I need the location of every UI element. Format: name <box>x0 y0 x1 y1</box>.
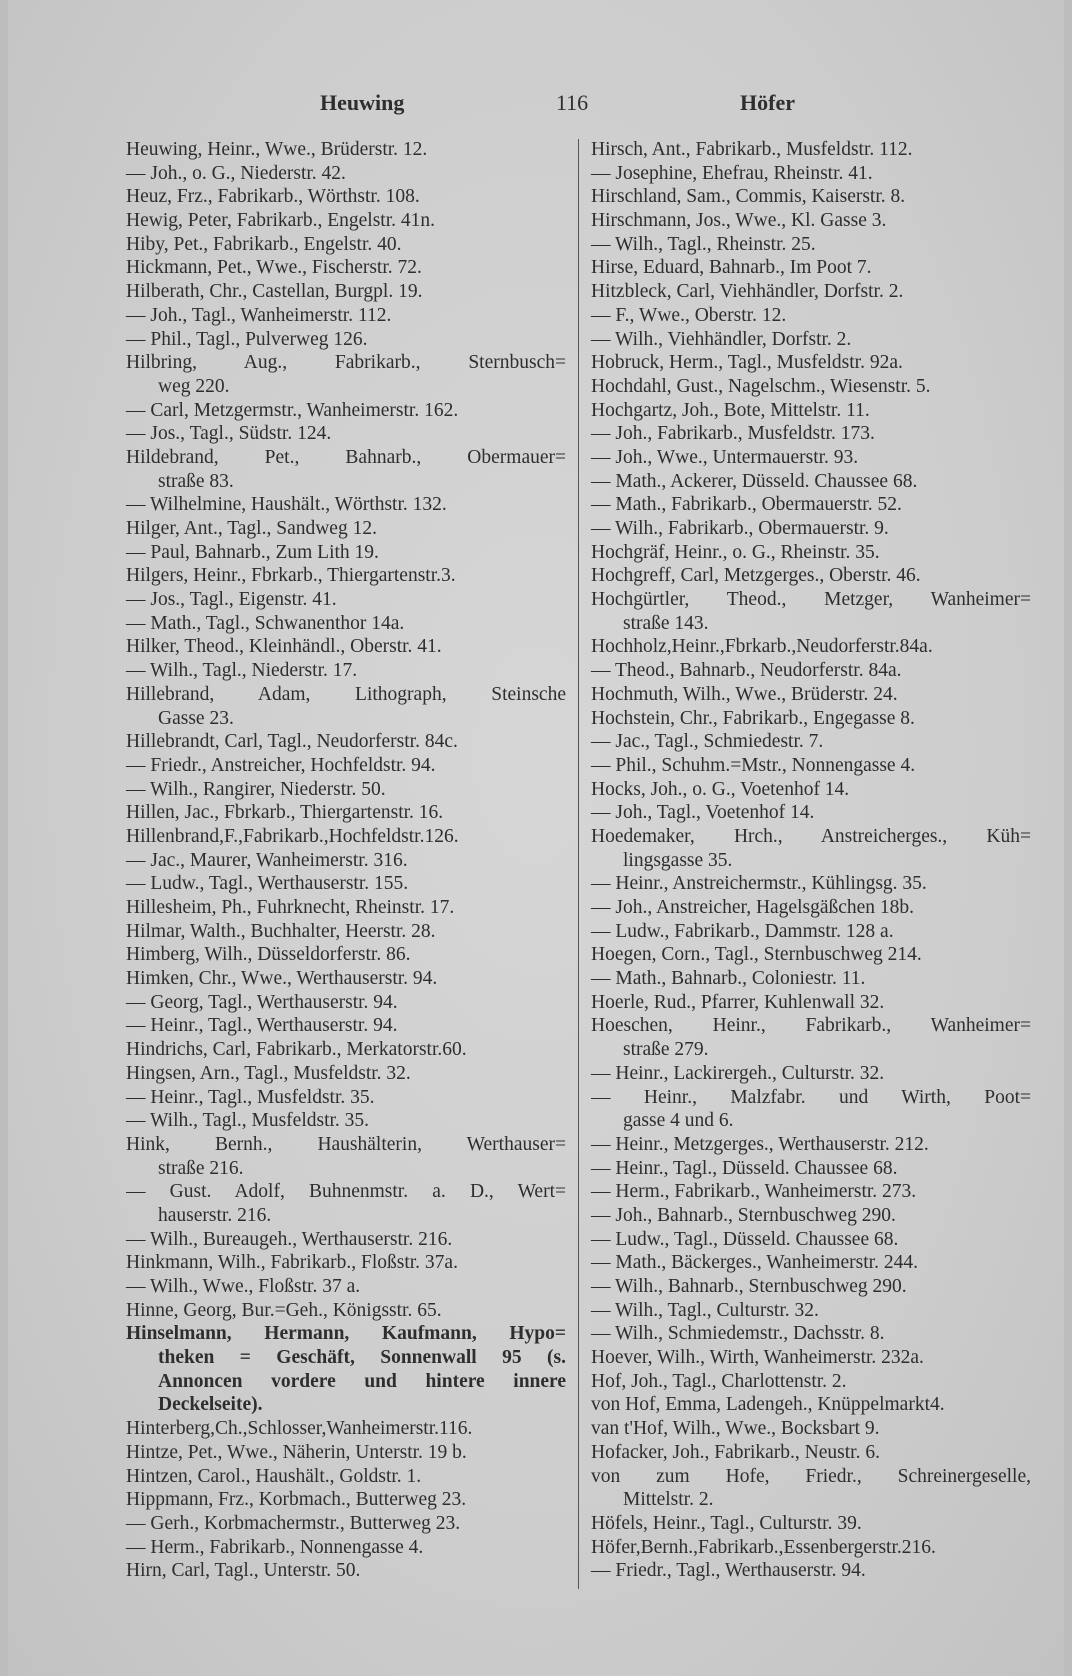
directory-entry <box>591 470 1031 494</box>
directory-entry <box>591 1299 1031 1323</box>
entry-line: — Wilh., Tagl., Musfeldstr. 35. <box>126 1110 370 1132</box>
page-number: 116 <box>556 90 589 115</box>
entry-line: — Joh., Bahnarb., Sternbuschweg 290. <box>591 1204 896 1226</box>
entry-line: — Herm., Fabrikarb., Wanheimerstr. 273. <box>591 1181 917 1203</box>
entry-line: Hochgreff, Carl, Metzgerges., Oberstr. 46. <box>591 565 921 587</box>
directory-entry <box>126 896 566 920</box>
entry-line: Heuz, Frz., Fabrikarb., Wörthstr. 108. <box>126 186 420 208</box>
entry-line: — Ludw., Tagl., Werthauserstr. 155. <box>126 873 409 895</box>
entry-line: Himberg, Wilh., Düsseldorferstr. 86. <box>126 944 411 966</box>
directory-entry <box>126 517 566 541</box>
entry-line: Hilger, Ant., Tagl., Sandweg 12. <box>126 518 377 539</box>
directory-entry <box>591 920 1031 944</box>
entry-continuation-line: hauserstr. 216. <box>158 1204 272 1226</box>
directory-entry <box>591 730 1031 754</box>
entry-continuation-line: Deckelseite). <box>158 1394 263 1416</box>
directory-entry <box>591 446 1031 470</box>
entry-line: — Joh., Tagl., Voetenhof 14. <box>591 802 815 824</box>
entry-line: — Wilh., Rangirer, Niederstr. 50. <box>126 778 386 800</box>
directory-entry <box>126 635 566 659</box>
entry-line: Hilbring, Aug., Fabrikarb., Sternbusch= <box>126 352 566 374</box>
entry-line: — Math., Bahnarb., Coloniestr. 11. <box>591 968 866 990</box>
entry-line: — F., Wwe., Oberstr. 12. <box>591 304 787 326</box>
entry-line: Hofacker, Joh., Fabrikarb., Neustr. 6. <box>591 1441 880 1463</box>
entry-line: Hocks, Joh., o. G., Voetenhof 14. <box>591 778 850 800</box>
directory-entry <box>591 896 1031 920</box>
directory-entry <box>126 256 566 280</box>
entry-line: — Heinr., Malzfabr. und Wirth, Poot= <box>591 1086 1031 1108</box>
entry-line: — Jac., Maurer, Wanheimerstr. 316. <box>126 849 408 871</box>
directory-entry <box>591 872 1031 896</box>
directory-entry <box>591 399 1031 423</box>
directory-entry <box>126 1536 566 1560</box>
directory-entry <box>591 1086 1031 1133</box>
directory-entry <box>126 1014 566 1038</box>
entry-line: — Josephine, Ehefrau, Rheinstr. 41. <box>591 162 873 184</box>
entry-line: Hickmann, Pet., Wwe., Fischerstr. 72. <box>126 257 422 279</box>
directory-entry <box>591 185 1031 209</box>
directory-entry <box>126 446 566 493</box>
column-divider <box>578 139 579 1589</box>
directory-entry <box>591 541 1031 565</box>
entry-line: — Georg, Tagl., Werthauserstr. 94. <box>126 991 398 1013</box>
entry-line: Hingsen, Arn., Tagl., Musfeldstr. 32. <box>126 1062 411 1084</box>
entry-line: Hoeschen, Heinr., Fabrikarb., Wanheimer= <box>591 1015 1031 1037</box>
entry-line: — Wilh., Schmiedemstr., Dachsstr. 8. <box>591 1323 885 1345</box>
entry-continuation-line: straße 216. <box>158 1157 244 1179</box>
entry-line: Hirn, Carl, Tagl., Unterstr. 50. <box>126 1560 361 1582</box>
directory-entry <box>591 1133 1031 1157</box>
directory-entry <box>591 707 1031 731</box>
directory-entry <box>591 1062 1031 1086</box>
directory-entry <box>126 422 566 446</box>
directory-entry <box>591 754 1031 778</box>
directory-entry <box>126 683 566 730</box>
directory-entry <box>591 1228 1031 1252</box>
entry-continuation-line: Annoncen vordere und hintere innere <box>158 1370 566 1392</box>
entry-line: — Wilh., Tagl., Niederstr. 17. <box>126 660 358 682</box>
directory-entry <box>591 1417 1031 1441</box>
running-head-last-entry: Höfer <box>740 90 795 115</box>
directory-entry <box>126 185 566 209</box>
directory-entry <box>126 612 566 636</box>
entry-continuation-line: straße 143. <box>623 612 709 634</box>
entry-line: — Heinr., Anstreichermstr., Kühlingsg. 35. <box>591 873 927 895</box>
entry-line: — Heinr., Tagl., Düsseld. Chaussee 68. <box>591 1157 898 1179</box>
directory-entry <box>591 209 1031 233</box>
entry-line: Hildebrand, Pet., Bahnarb., Obermauer= <box>126 446 566 468</box>
directory-entry <box>126 1441 566 1465</box>
directory-entry <box>591 1180 1031 1204</box>
directory-entry <box>126 280 566 304</box>
entry-line: Hoever, Wilh., Wirth, Wanheimerstr. 232a. <box>591 1347 924 1369</box>
directory-entry <box>591 1251 1031 1275</box>
directory-entry <box>126 1512 566 1536</box>
entry-line: Hiby, Pet., Fabrikarb., Engelstr. 40. <box>126 233 402 255</box>
entry-line: Hochgräf, Heinr., o. G., Rheinstr. 35. <box>591 541 880 563</box>
entry-line: Hillesheim, Ph., Fuhrknecht, Rheinstr. 17. <box>126 897 455 918</box>
entry-continuation-line: Gasse 23. <box>158 707 234 729</box>
directory-entry <box>591 1346 1031 1370</box>
entry-line: Hochgürtler, Theod., Metzger, Wanheimer= <box>591 589 1031 611</box>
directory-entry <box>126 849 566 873</box>
entry-line: — Wilh., Tagl., Culturstr. 32. <box>591 1299 819 1321</box>
entry-line: Hirse, Eduard, Bahnarb., Im Poot 7. <box>591 257 872 279</box>
entry-line: — Math., Tagl., Schwanenthor 14a. <box>126 612 405 634</box>
entry-line: Hewig, Peter, Fabrikarb., Engelstr. 41n. <box>126 210 435 232</box>
directory-entry <box>591 801 1031 825</box>
entry-line: — Paul, Bahnarb., Zum Lith 19. <box>126 541 379 563</box>
entry-line: — Wilh., Bahnarb., Sternbuschweg 290. <box>591 1276 907 1297</box>
directory-entry <box>126 233 566 257</box>
entry-line: — Heinr., Metzgerges., Werthauserstr. 212. <box>591 1133 929 1155</box>
entry-line: Hochdahl, Gust., Nagelschm., Wiesenstr. 5. <box>591 375 931 397</box>
entry-line: Hoedemaker, Hrch., Anstreicherges., Küh= <box>591 825 1031 847</box>
directory-entry <box>591 1393 1031 1417</box>
entry-line: — Gerh., Korbmachermstr., Butterweg 23. <box>126 1512 461 1534</box>
entry-line: von Hof, Emma, Ladengeh., Knüppelmarkt4. <box>591 1394 945 1416</box>
entry-line: — Wilhelmine, Haushält., Wörthstr. 132. <box>126 494 447 516</box>
directory-entry <box>126 730 566 754</box>
directory-entry <box>591 304 1031 328</box>
directory-entry <box>126 1465 566 1489</box>
entry-line: — Herm., Fabrikarb., Nonnengasse 4. <box>126 1536 424 1558</box>
entry-line: — Wilh., Tagl., Rheinstr. 25. <box>591 233 816 255</box>
entry-line: — Wilh., Bureaugeh., Werthauserstr. 216. <box>126 1228 453 1250</box>
directory-entry <box>591 256 1031 280</box>
entry-line: Hirsch, Ant., Fabrikarb., Musfeldstr. 112. <box>591 139 913 160</box>
entry-line: — Joh., Fabrikarb., Musfeldstr. 173. <box>591 423 875 445</box>
directory-entry <box>591 1204 1031 1228</box>
entry-line: — Joh., o. G., Niederstr. 42. <box>126 162 346 184</box>
directory-entry <box>591 162 1031 186</box>
entry-line: Himken, Chr., Wwe., Werthauserstr. 94. <box>126 968 438 990</box>
entry-line: — Joh., Tagl., Wanheimerstr. 112. <box>126 304 392 326</box>
directory-entry <box>591 1441 1031 1465</box>
entry-line: Hinne, Georg, Bur.=Geh., Königsstr. 65. <box>126 1299 442 1321</box>
entry-line: van t'Hof, Wilh., Wwe., Bocksbart 9. <box>591 1418 880 1440</box>
directory-entry <box>126 588 566 612</box>
entry-line: — Heinr., Tagl., Musfeldstr. 35. <box>126 1086 375 1108</box>
entry-line: — Friedr., Tagl., Werthauserstr. 94. <box>591 1560 866 1582</box>
entry-line: Hinterberg,Ch.,Schlosser,Wanheimerstr.116. <box>126 1418 473 1440</box>
directory-entry <box>126 1180 566 1227</box>
entry-line: Hilmar, Walth., Buchhalter, Heerstr. 28. <box>126 920 436 942</box>
entry-line: Höfer,Bernh.,Fabrikarb.,Essenbergerstr.216. <box>591 1536 936 1558</box>
entry-line: Hoegen, Corn., Tagl., Sternbuschweg 214. <box>591 944 922 966</box>
directory-entry <box>591 588 1031 635</box>
entry-line: — Joh., Wwe., Untermauerstr. 93. <box>591 446 859 468</box>
entry-line: — Gust. Adolf, Buhnenmstr. a. D., Wert= <box>126 1181 566 1203</box>
entry-line: — Carl, Metzgermstr., Wanheimerstr. 162. <box>126 399 459 421</box>
entry-line: — Wilh., Viehhändler, Dorfstr. 2. <box>591 328 852 350</box>
directory-entry <box>126 754 566 778</box>
directory-entry <box>126 1133 566 1180</box>
entry-line: Hinkmann, Wilh., Fabrikarb., Floßstr. 37a. <box>126 1252 458 1274</box>
entry-line: von zum Hofe, Friedr., Schreinergeselle, <box>591 1465 1031 1487</box>
directory-entry <box>591 1512 1031 1536</box>
directory-entry <box>126 351 566 398</box>
directory-entry <box>126 564 566 588</box>
entry-line: Hochholz,Heinr.,Fbrkarb.,Neudorferstr.84a. <box>591 636 933 658</box>
directory-entry <box>126 304 566 328</box>
entry-line: — Heinr., Lackirergeh., Culturstr. 32. <box>591 1062 885 1084</box>
entry-line: Hillen, Jac., Fbrkarb., Thiergartenstr. 16. <box>126 802 444 824</box>
entry-line: Hindrichs, Carl, Fabrikarb., Merkatorstr.60. <box>126 1039 467 1061</box>
directory-entry <box>591 967 1031 991</box>
entry-line: Hochstein, Chr., Fabrikarb., Engegasse 8. <box>591 707 915 729</box>
directory-entry <box>126 1062 566 1086</box>
entry-continuation-line: gasse 4 und 6. <box>623 1110 734 1132</box>
directory-entry <box>126 328 566 352</box>
directory-entry <box>591 233 1031 257</box>
directory-entry <box>126 1299 566 1323</box>
entry-line: Hintze, Pet., Wwe., Näherin, Unterstr. 19 b. <box>126 1441 467 1463</box>
entry-line: — Phil., Schuhm.=Mstr., Nonnengasse 4. <box>591 754 916 776</box>
entry-line: — Ludw., Fabrikarb., Dammstr. 128 a. <box>591 920 894 942</box>
entry-continuation-line: Mittelstr. 2. <box>623 1489 714 1511</box>
directory-entry <box>591 493 1031 517</box>
entry-line: Hinselmann, Hermann, Kaufmann, Hypo= <box>126 1323 566 1345</box>
entry-line: — Jos., Tagl., Südstr. 124. <box>126 423 332 445</box>
entry-line: — Wilh., Wwe., Floßstr. 37 a. <box>126 1276 361 1297</box>
directory-entry <box>126 967 566 991</box>
directory-entry <box>126 872 566 896</box>
entry-line: Hirschmann, Jos., Wwe., Kl. Gasse 3. <box>591 210 887 232</box>
entry-line: — Friedr., Anstreicher, Hochfeldstr. 94. <box>126 754 436 776</box>
directory-entry <box>591 517 1031 541</box>
running-head-first-entry: Heuwing <box>320 90 405 115</box>
directory-entry <box>126 541 566 565</box>
entry-line: Hochgartz, Joh., Bote, Mittelstr. 11. <box>591 399 870 421</box>
directory-entry <box>591 683 1031 707</box>
directory-entry <box>126 1086 566 1110</box>
entry-continuation-line: straße 83. <box>158 470 234 492</box>
directory-entry <box>591 825 1031 872</box>
entry-continuation-line: lingsgasse 35. <box>623 849 733 871</box>
entry-line: Hink, Bernh., Haushälterin, Werthauser= <box>126 1133 566 1155</box>
entry-line: Heuwing, Heinr., Wwe., Brüderstr. 12. <box>126 139 428 160</box>
entry-continuation-line: weg 220. <box>158 375 230 397</box>
directory-entry <box>126 943 566 967</box>
directory-entry <box>126 493 566 517</box>
directory-entry <box>591 943 1031 967</box>
directory-entry <box>591 1536 1031 1560</box>
directory-entry <box>591 1014 1031 1061</box>
entry-line: Hilker, Theod., Kleinhändl., Oberstr. 41. <box>126 636 442 658</box>
directory-entry <box>591 635 1031 659</box>
directory-entry <box>126 138 566 162</box>
entry-line: — Wilh., Fabrikarb., Obermauerstr. 9. <box>591 518 889 539</box>
directory-entry <box>591 778 1031 802</box>
directory-entry <box>126 825 566 849</box>
directory-entry <box>126 1417 566 1441</box>
directory-entry <box>126 399 566 423</box>
entry-line: — Jos., Tagl., Eigenstr. 41. <box>126 589 337 611</box>
directory-entry <box>591 328 1031 352</box>
entry-line: — Theod., Bahnarb., Neudorferstr. 84a. <box>591 660 902 682</box>
entry-continuation-line: theken = Geschäft, Sonnenwall 95 (s. <box>158 1347 566 1369</box>
directory-entry <box>126 209 566 233</box>
entry-line: Hitzbleck, Carl, Viehhändler, Dorfstr. 2. <box>591 281 904 303</box>
entry-line: Hillenbrand,F.,Fabrikarb.,Hochfeldstr.126. <box>126 825 459 847</box>
directory-entry <box>591 1157 1031 1181</box>
entry-line: — Ludw., Tagl., Düsseld. Chaussee 68. <box>591 1228 899 1250</box>
entry-line: Hilberath, Chr., Castellan, Burgpl. 19. <box>126 281 423 303</box>
directory-entry <box>126 920 566 944</box>
directory-entry <box>126 1322 566 1417</box>
entry-line: Hirschland, Sam., Commis, Kaiserstr. 8. <box>591 186 906 208</box>
directory-entry <box>591 991 1031 1015</box>
entry-line: Hintzen, Carol., Haushält., Goldstr. 1. <box>126 1465 422 1487</box>
entry-line: Höfels, Heinr., Tagl., Culturstr. 39. <box>591 1512 862 1534</box>
entry-line: Hilgers, Heinr., Fbrkarb., Thiergartenstr.3. <box>126 565 456 587</box>
directory-entry <box>591 1322 1031 1346</box>
entry-line: — Math., Fabrikarb., Obermauerstr. 52. <box>591 494 902 516</box>
directory-entry <box>591 351 1031 375</box>
directory-entry <box>591 1465 1031 1512</box>
right-column <box>591 138 1031 1583</box>
directory-entry <box>126 1109 566 1133</box>
directory-entry <box>126 778 566 802</box>
entry-line: Hippmann, Frz., Korbmach., Butterweg 23. <box>126 1489 467 1511</box>
directory-entry <box>591 422 1031 446</box>
entry-line: — Joh., Anstreicher, Hagelsgäßchen 18b. <box>591 897 915 918</box>
directory-entry <box>591 138 1031 162</box>
entry-line: Hobruck, Herm., Tagl., Musfeldstr. 92a. <box>591 352 903 374</box>
directory-entry <box>126 1559 566 1583</box>
entry-line: Hillebrandt, Carl, Tagl., Neudorferstr. 84c. <box>126 731 458 753</box>
directory-entry <box>126 1251 566 1275</box>
directory-entry <box>591 564 1031 588</box>
entry-line: — Phil., Tagl., Pulverweg 126. <box>126 328 368 350</box>
left-column <box>126 138 566 1583</box>
entry-line: — Math., Ackerer, Düsseld. Chaussee 68. <box>591 470 918 492</box>
entry-line: — Heinr., Tagl., Werthauserstr. 94. <box>126 1015 398 1037</box>
directory-entry <box>126 1228 566 1252</box>
directory-entry <box>126 801 566 825</box>
entry-line: Hoerle, Rud., Pfarrer, Kuhlenwall 32. <box>591 991 885 1013</box>
directory-entry <box>126 162 566 186</box>
entry-line: Hillebrand, Adam, Lithograph, Steinsche <box>126 683 566 705</box>
directory-entry <box>591 659 1031 683</box>
directory-entry <box>126 659 566 683</box>
entry-line: — Math., Bäckerges., Wanheimerstr. 244. <box>591 1252 918 1274</box>
directory-entry <box>126 991 566 1015</box>
entry-line: Hof, Joh., Tagl., Charlottenstr. 2. <box>591 1370 847 1392</box>
entry-continuation-line: straße 279. <box>623 1039 709 1061</box>
directory-entry <box>591 280 1031 304</box>
directory-entry <box>591 1370 1031 1394</box>
directory-entry <box>591 1275 1031 1299</box>
directory-entry <box>126 1275 566 1299</box>
directory-entry <box>126 1038 566 1062</box>
entry-line: Hochmuth, Wilh., Wwe., Brüderstr. 24. <box>591 683 898 705</box>
directory-entry <box>591 375 1031 399</box>
directory-entry <box>591 1559 1031 1583</box>
directory-entry <box>126 1488 566 1512</box>
entry-line: — Jac., Tagl., Schmiedestr. 7. <box>591 731 824 753</box>
